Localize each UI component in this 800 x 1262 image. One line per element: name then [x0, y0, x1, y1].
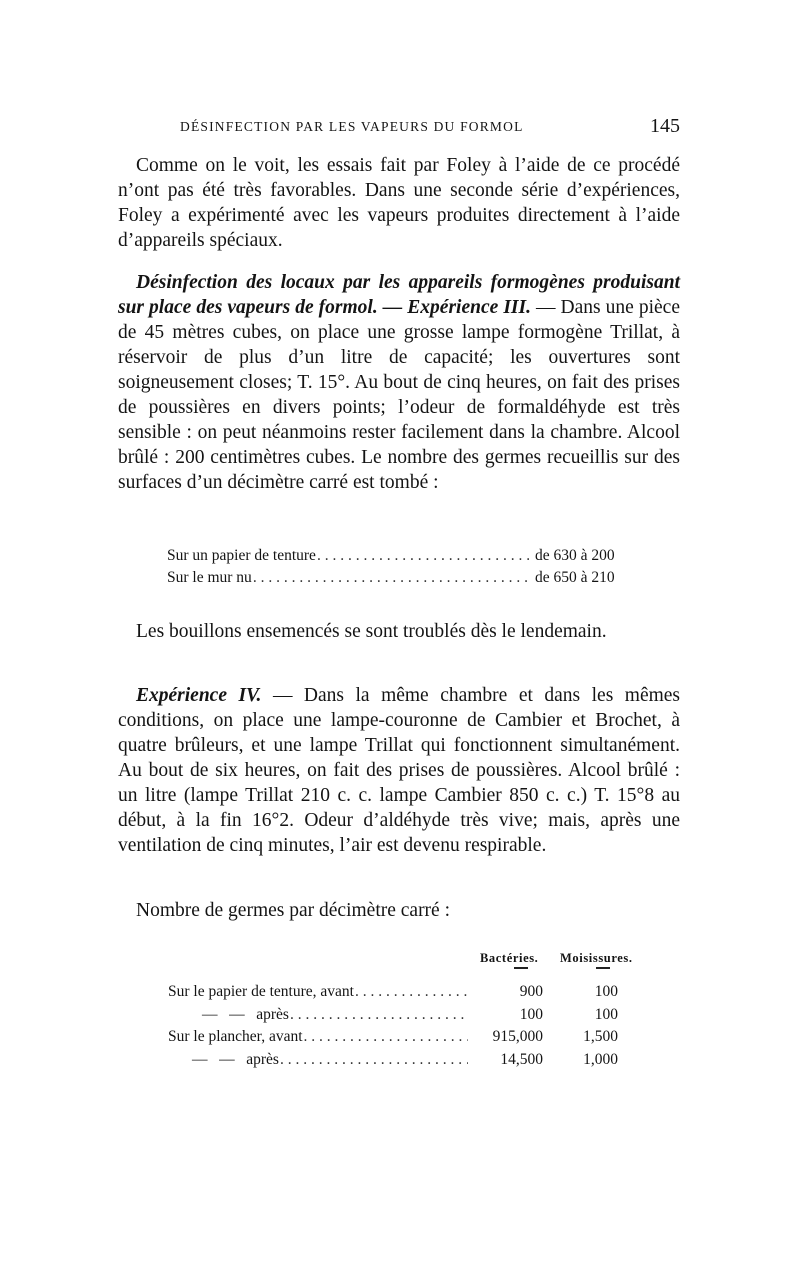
section-heading: Expérience IV. — [136, 685, 262, 706]
column-header-moisissures: Moisissures. — [560, 951, 633, 965]
list-item-label: Sur le mur nu — [167, 569, 252, 586]
table-row — [168, 1004, 648, 1027]
germ-count-list — [167, 545, 647, 589]
paragraph-germ-count-intro — [118, 898, 680, 923]
dash-mark — [514, 967, 528, 969]
leader-dots — [355, 981, 468, 1003]
paragraph-text: Les bouillons ensemencés se sont troublés dès le lendemain. — [136, 621, 607, 642]
row-label: Sur le plancher, avant — [168, 1028, 303, 1045]
paragraph-text: Nombre de germes par décimètre carré : — [136, 900, 450, 921]
paragraph-text: — Dans la même chambre et dans les mêmes conditions, on place une lampe-couronne de Cambier et Brochet, à quatre brûleurs, et une lampe Trillat qui fonctionnent simultanément. Au bout de six heures, on fait des prises de poussières. Alcool brûlé : un litre (lampe Trillat 210 c. c. lampe Cambier 850 c. c.) T. 15°8 au début, à la fin 16°2. Odeur d’aldéhyde très vive; mais, après une ventilation de cinq minutes, l’air est devenu respirable. — [118, 685, 681, 856]
row-label: — — après — [202, 1005, 289, 1023]
table-row — [168, 981, 648, 1004]
running-header — [180, 115, 680, 141]
table-row — [168, 1026, 648, 1049]
section-heading: Désinfection des locaux par les appareils formogènes produisant sur place des vapeurs de formol. — Expérience III. — [118, 272, 680, 318]
leader-dots — [317, 545, 529, 567]
row-label: Sur le papier de tenture, avant — [168, 983, 354, 1000]
cell-bacteries: 915,000 — [492, 1028, 543, 1045]
dash-mark — [596, 967, 610, 969]
cell-bacteries: 900 — [519, 983, 543, 1000]
paragraph-experience-4 — [118, 683, 680, 858]
leader-dots — [253, 567, 529, 589]
paragraph-text: Comme on le voit, les essais fait par Foley à l’aide de ce procédé n’ont pas été très favorables. Dans une seconde série d’expériences, Foley a expérimenté avec les vapeurs produites directement à l’aide d’appareils spéciaux. — [118, 155, 680, 251]
list-item-value: de 630 à 200 — [535, 547, 615, 564]
cell-bacteries: 100 — [519, 1005, 543, 1023]
paragraph-foley-results — [118, 153, 680, 253]
page-number: 145 — [650, 115, 680, 137]
leader-dots — [280, 1049, 468, 1071]
paragraph-bouillons — [118, 619, 680, 644]
paragraph-experience-3 — [118, 270, 680, 495]
running-title: DÉSINFECTION PAR LES VAPEURS DU FORMOL — [180, 119, 524, 134]
germ-count-table — [168, 945, 648, 1071]
cell-bacteries: 14,500 — [500, 1050, 543, 1068]
row-label: — — après — [192, 1050, 279, 1068]
cell-moisissures: 100 — [594, 1005, 618, 1023]
header-rule — [168, 967, 648, 981]
table-row — [168, 1049, 648, 1072]
cell-moisissures: 1,500 — [583, 1028, 618, 1045]
table-header — [168, 945, 648, 967]
list-item-label: Sur un papier de tenture — [167, 547, 316, 564]
list-item — [167, 545, 647, 567]
paragraph-text: — Dans une pièce de 45 mètres cubes, on place une grosse lampe formogène Trillat, à réservoir de plus d’un litre de capacité; les ouvertures sont soigneusement closes; T. 15°. Au bout de cinq heures, on fait des prises de poussières en divers points; l’odeur de formaldéhyde est très sensible : on peut néanmoins rester facilement dans la chambre. Alcool brûlé : 200 centimètres cubes. Le nombre des germes recueillis sur des surfaces d’un décimètre carré est tombé : — [118, 297, 680, 493]
list-item-value: de 650 à 210 — [535, 569, 615, 586]
cell-moisissures: 100 — [594, 983, 618, 1000]
leader-dots — [290, 1004, 468, 1026]
cell-moisissures: 1,000 — [583, 1050, 618, 1068]
list-item — [167, 567, 647, 589]
column-header-bacteries: Bactéries. — [480, 951, 539, 965]
leader-dots — [304, 1026, 468, 1048]
